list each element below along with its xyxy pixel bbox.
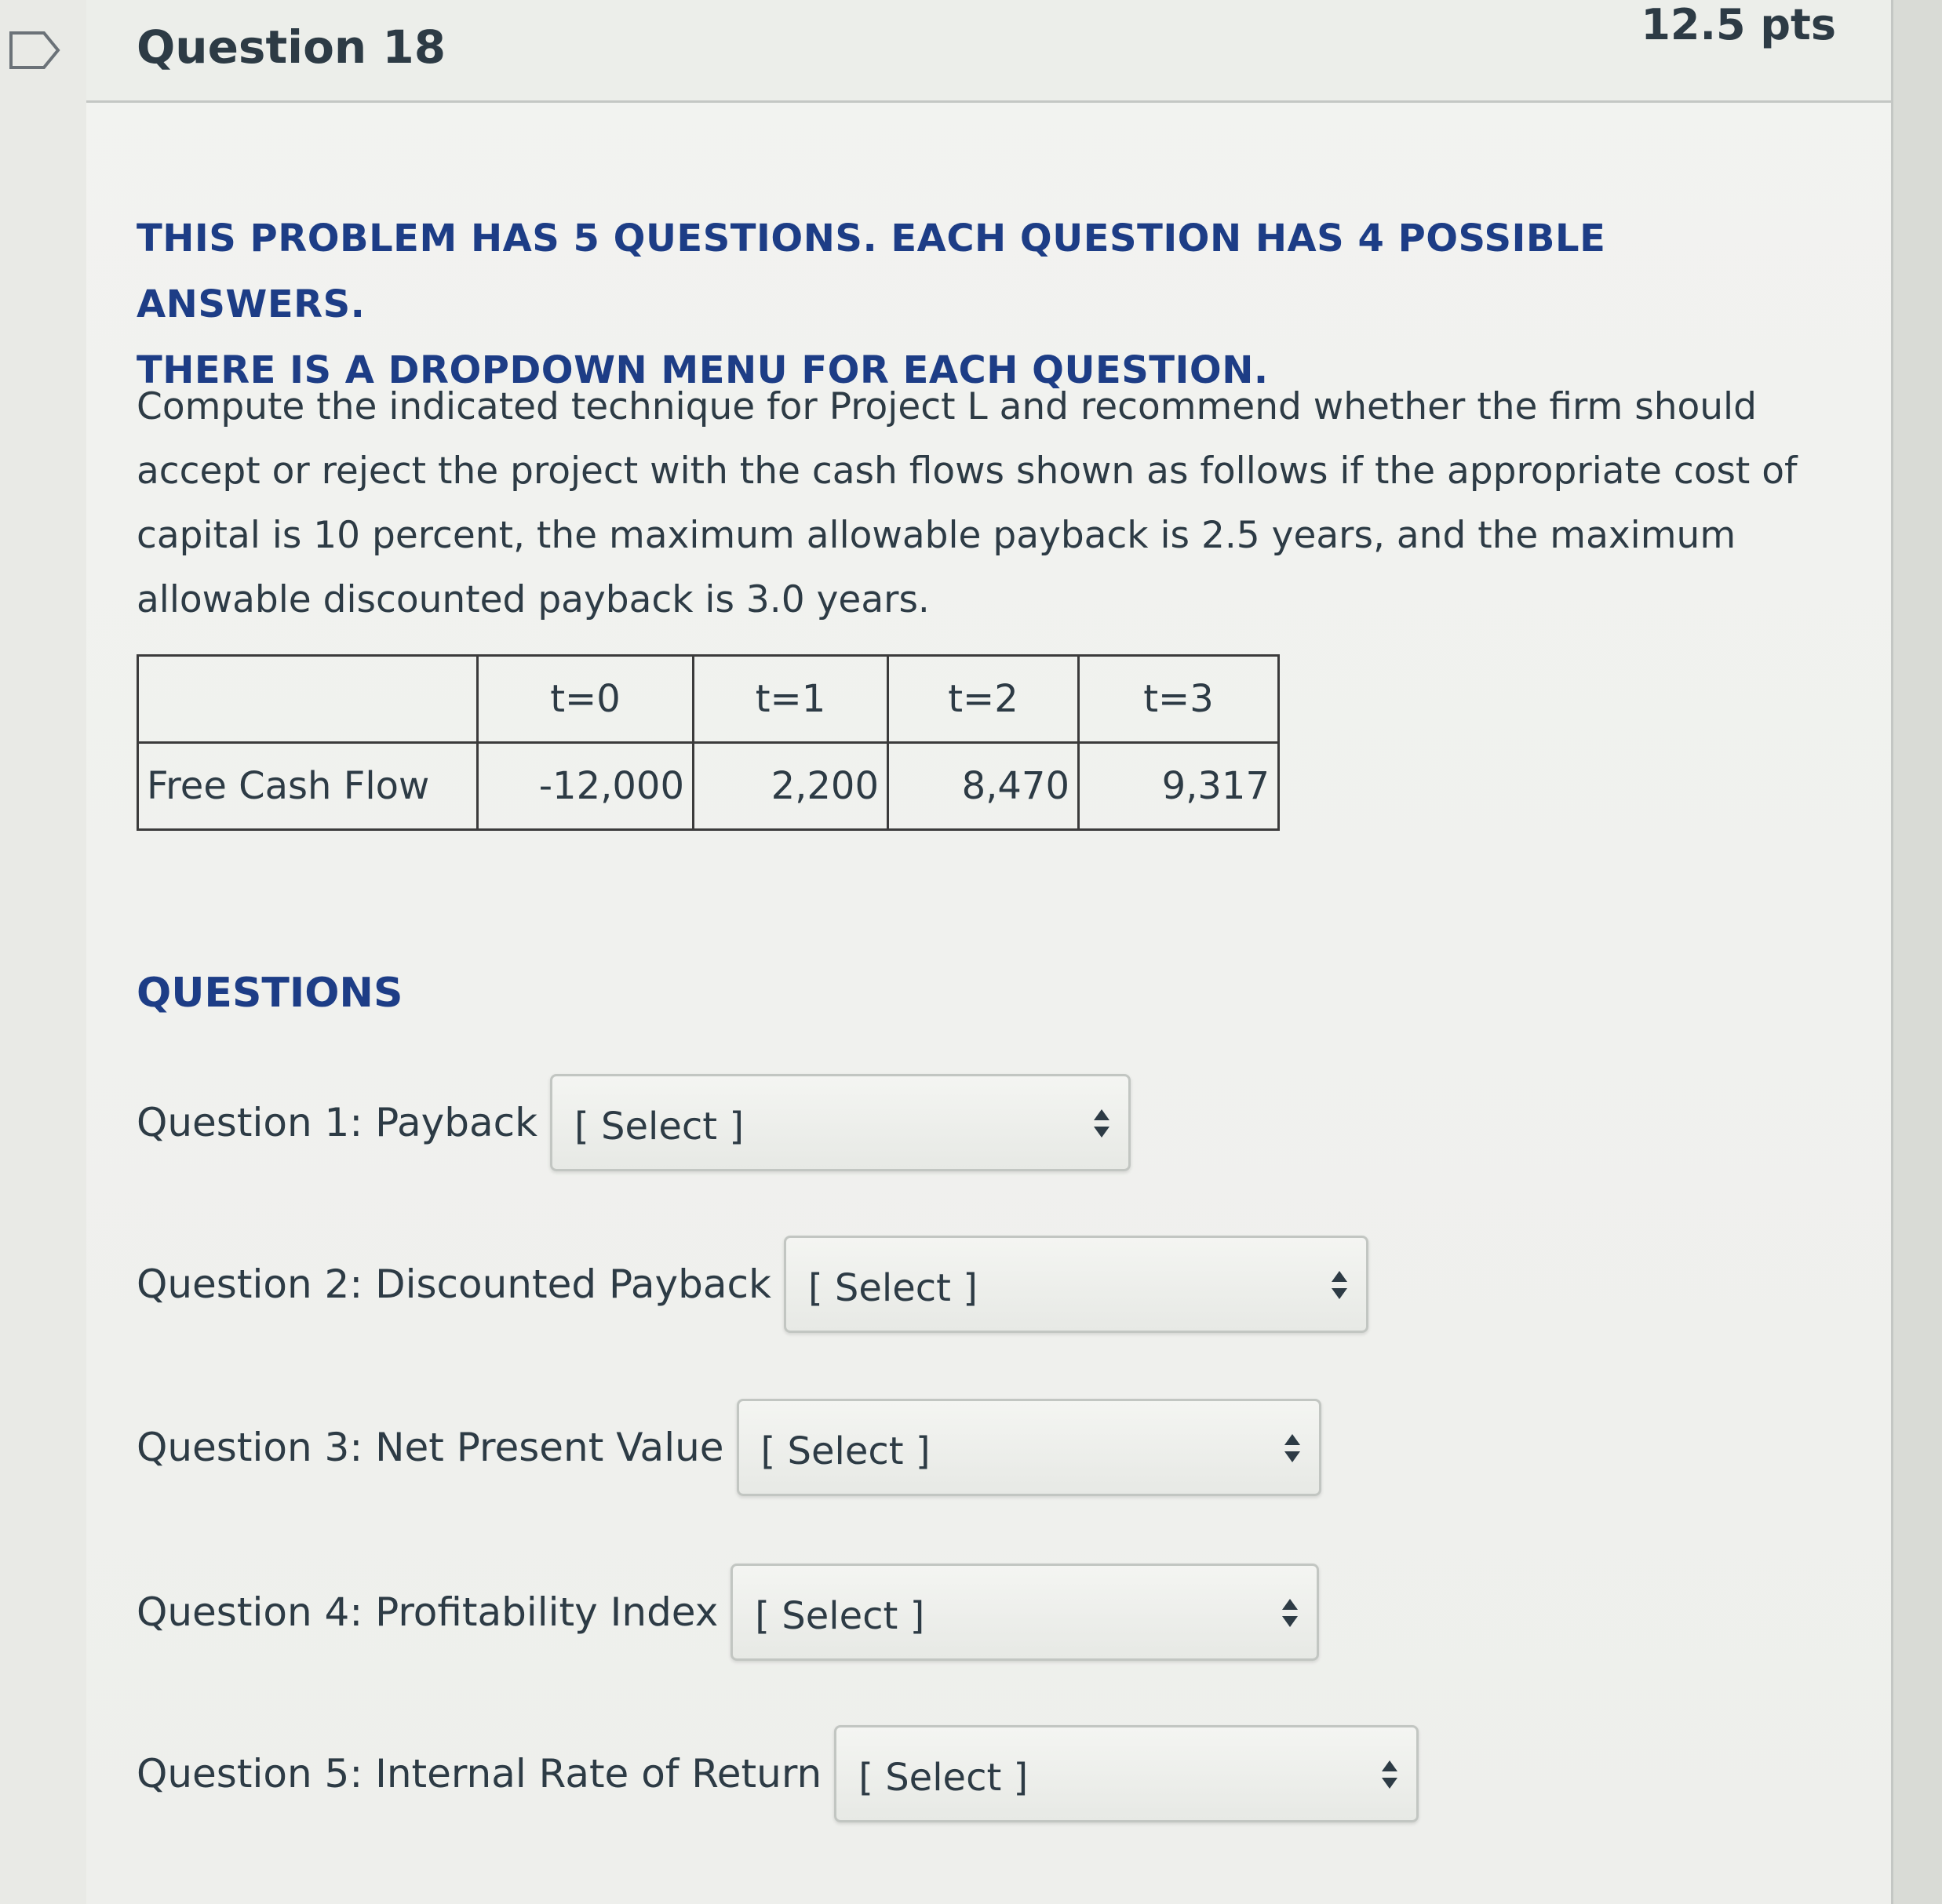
question-2-select[interactable] [784, 1236, 1368, 1333]
question-3-label: Question 3: Net Present Value [137, 1425, 724, 1470]
instructions [137, 206, 1824, 403]
problem-text: Compute the indicated technique for Project L and recommend whether the firm should accept or reject the project with the cash flows shown as follows if the appropriate cost of capital is 10 percent, the maximum allowable payback is 2.5 years, and the maximum allowable discounted payback is 3.0 years. [137, 385, 1798, 621]
table-header-row [138, 656, 1279, 743]
cash-flow-table [137, 654, 1280, 831]
question-card [86, 0, 1893, 1904]
sort-arrows-icon [1380, 1756, 1399, 1793]
question-2-label: Question 2: Discounted Payback [137, 1261, 771, 1307]
select-value: [ Select ] [760, 1429, 931, 1473]
bookmark-flag-icon[interactable] [8, 30, 63, 71]
table-cell: 2,200 [694, 743, 888, 830]
questions-heading: QUESTIONS [137, 970, 403, 1017]
question-2-row [137, 1233, 1368, 1335]
table-header-cell: t=1 [694, 656, 888, 743]
question-4-label: Question 4: Profitability Index [137, 1589, 719, 1635]
row-label-cell: Free Cash Flow [138, 743, 478, 830]
sort-arrows-icon [1283, 1429, 1302, 1467]
table-header-cell [138, 656, 478, 743]
table-cell: 9,317 [1079, 743, 1279, 830]
question-1-select[interactable] [550, 1074, 1131, 1171]
sort-arrows-icon [1281, 1594, 1299, 1632]
question-1-row [137, 1072, 1131, 1174]
select-value: [ Select ] [807, 1266, 978, 1310]
question-3-row [137, 1396, 1321, 1498]
table-cell: 8,470 [888, 743, 1079, 830]
question-5-select[interactable] [834, 1725, 1419, 1822]
select-value: [ Select ] [858, 1756, 1029, 1800]
question-5-row [137, 1723, 1419, 1825]
question-5-label: Question 5: Internal Rate of Return [137, 1751, 822, 1797]
table-cell: -12,000 [478, 743, 694, 830]
left-gutter [0, 0, 89, 1904]
table-header-cell: t=2 [888, 656, 1079, 743]
sort-arrows-icon [1092, 1105, 1111, 1142]
question-title: Question 18 [137, 20, 446, 74]
table-header-cell: t=0 [478, 656, 694, 743]
question-points: 12.5 pts [1641, 0, 1836, 49]
question-1-label: Question 1: Payback [137, 1100, 538, 1145]
select-value: [ Select ] [755, 1594, 925, 1638]
table-header-cell: t=3 [1079, 656, 1279, 743]
question-header [86, 0, 1891, 103]
question-3-select[interactable] [737, 1399, 1321, 1496]
question-4-row [137, 1561, 1319, 1663]
instructions-line-1: THIS PROBLEM HAS 5 QUESTIONS. EACH QUESTION HAS 4 POSSIBLE ANSWERS. [137, 217, 1606, 326]
question-4-select[interactable] [731, 1564, 1319, 1661]
select-value: [ Select ] [574, 1105, 745, 1149]
sort-arrows-icon [1330, 1266, 1349, 1304]
table-row [138, 743, 1279, 830]
instructions-line-2: THERE IS A DROPDOWN MENU FOR EACH QUESTION. [137, 348, 1269, 392]
